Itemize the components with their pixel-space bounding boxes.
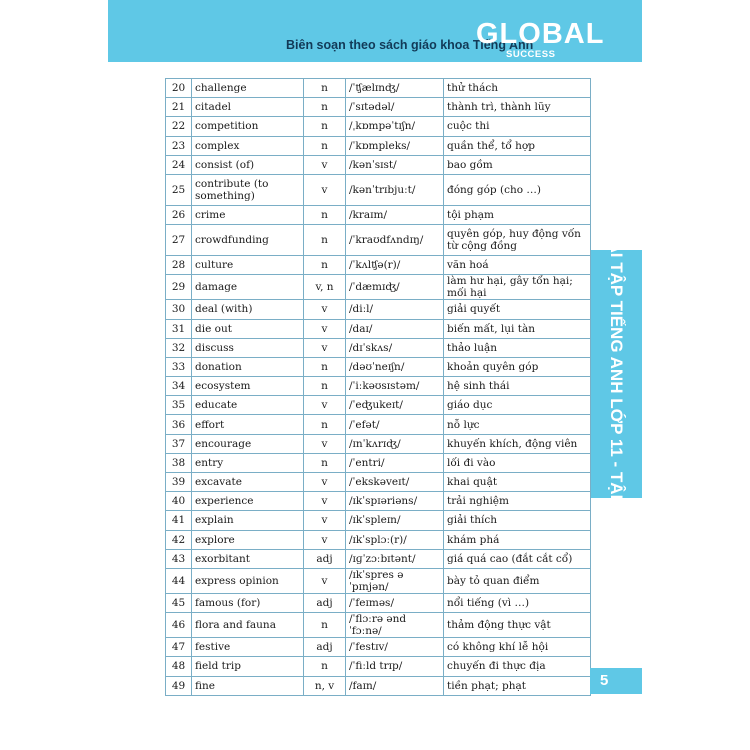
row-word: competition [192, 117, 304, 136]
row-pronunciation: /diːl/ [346, 300, 444, 319]
row-pronunciation: /ˌkɒmpəˈtɪʃn/ [346, 117, 444, 136]
row-part-of-speech: v [304, 511, 346, 530]
table-row [166, 155, 591, 174]
row-meaning: thảm động thực vật [444, 613, 591, 638]
table-row [166, 256, 591, 275]
row-number: 37 [166, 434, 192, 453]
row-number: 40 [166, 492, 192, 511]
row-meaning: tội phạm [444, 205, 591, 224]
row-meaning: có không khí lễ hội [444, 638, 591, 657]
row-part-of-speech: n [304, 357, 346, 376]
row-number: 38 [166, 453, 192, 472]
row-part-of-speech: v [304, 338, 346, 357]
table-row [166, 568, 591, 593]
row-pronunciation: /ˈflɔːrə ənd ˈfɔːnə/ [346, 613, 444, 638]
row-word: festive [192, 638, 304, 657]
table-row [166, 676, 591, 695]
table-row [166, 593, 591, 612]
row-pronunciation: /ˈfiːld trɪp/ [346, 657, 444, 676]
table-row [166, 300, 591, 319]
row-number: 41 [166, 511, 192, 530]
row-number: 44 [166, 568, 192, 593]
row-pronunciation: /kraɪm/ [346, 205, 444, 224]
row-number: 26 [166, 205, 192, 224]
row-meaning: biến mất, lụi tàn [444, 319, 591, 338]
row-meaning: giá quá cao (đắt cắt cổ) [444, 549, 591, 568]
page-number-badge [590, 668, 642, 694]
row-pronunciation: /ˈdæmɪʤ/ [346, 275, 444, 300]
row-pronunciation: /dəʊˈneɪʃn/ [346, 357, 444, 376]
table-row [166, 117, 591, 136]
row-word: discuss [192, 338, 304, 357]
row-meaning: giải thích [444, 511, 591, 530]
row-part-of-speech: n [304, 79, 346, 98]
row-word: famous (for) [192, 593, 304, 612]
row-number: 31 [166, 319, 192, 338]
row-part-of-speech: n [304, 205, 346, 224]
table-row [166, 396, 591, 415]
row-number: 48 [166, 657, 192, 676]
row-meaning: chuyến đi thực địa [444, 657, 591, 676]
row-word: challenge [192, 79, 304, 98]
row-number: 22 [166, 117, 192, 136]
table-row [166, 473, 591, 492]
row-meaning: cuộc thi [444, 117, 591, 136]
row-word: culture [192, 256, 304, 275]
table-row [166, 98, 591, 117]
brand-logo: GLOBAL [476, 18, 605, 50]
header-band [108, 0, 642, 62]
row-number: 49 [166, 676, 192, 695]
row-pronunciation: /daɪ/ [346, 319, 444, 338]
row-meaning: thử thách [444, 79, 591, 98]
row-pronunciation: /dɪˈskʌs/ [346, 338, 444, 357]
row-part-of-speech: adj [304, 593, 346, 612]
row-pronunciation: /ˈiːkəʊsɪstəm/ [346, 377, 444, 396]
row-part-of-speech: adj [304, 549, 346, 568]
row-meaning: quyên góp, huy động vốn từ cộng đồng [444, 225, 591, 256]
table-row [166, 415, 591, 434]
row-pronunciation: /faɪn/ [346, 676, 444, 695]
row-word: field trip [192, 657, 304, 676]
row-word: crowdfunding [192, 225, 304, 256]
table-row [166, 79, 591, 98]
table-row [166, 657, 591, 676]
row-word: educate [192, 396, 304, 415]
row-part-of-speech: n [304, 415, 346, 434]
row-number: 25 [166, 174, 192, 205]
row-meaning: đóng góp (cho …) [444, 174, 591, 205]
row-part-of-speech: v [304, 492, 346, 511]
row-word: fine [192, 676, 304, 695]
row-word: donation [192, 357, 304, 376]
row-word: explore [192, 530, 304, 549]
book-title-text: BÀI TẬP TIẾNG ANH LỚP 11 - TẬP 2 [607, 228, 626, 520]
row-part-of-speech: n [304, 657, 346, 676]
row-word: entry [192, 453, 304, 472]
row-meaning: lối đi vào [444, 453, 591, 472]
row-pronunciation: /ɪkˈsplɔː(r)/ [346, 530, 444, 549]
row-number: 45 [166, 593, 192, 612]
row-number: 46 [166, 613, 192, 638]
row-word: explain [192, 511, 304, 530]
row-part-of-speech: v [304, 568, 346, 593]
row-part-of-speech: n [304, 613, 346, 638]
row-part-of-speech: adj [304, 638, 346, 657]
row-pronunciation: /ˈkɒmpleks/ [346, 136, 444, 155]
row-pronunciation: /ˈʧælɪnʤ/ [346, 79, 444, 98]
row-part-of-speech: v [304, 530, 346, 549]
table-row [166, 511, 591, 530]
row-part-of-speech: v [304, 319, 346, 338]
row-meaning: giáo dục [444, 396, 591, 415]
row-meaning: thảo luận [444, 338, 591, 357]
row-meaning: làm hư hại, gây tổn hại; mối hại [444, 275, 591, 300]
row-word: crime [192, 205, 304, 224]
row-pronunciation: /ˈentri/ [346, 453, 444, 472]
row-part-of-speech: v [304, 434, 346, 453]
row-number: 30 [166, 300, 192, 319]
row-word: encourage [192, 434, 304, 453]
row-pronunciation: /ˈfeɪməs/ [346, 593, 444, 612]
row-part-of-speech: n, v [304, 676, 346, 695]
row-pronunciation: /ɪkˈspres əˈpɪnjən/ [346, 568, 444, 593]
row-number: 42 [166, 530, 192, 549]
table-row [166, 492, 591, 511]
row-part-of-speech: v [304, 155, 346, 174]
row-pronunciation: /ˈkraʊdfʌndɪŋ/ [346, 225, 444, 256]
row-meaning: nỗ lực [444, 415, 591, 434]
row-word: flora and fauna [192, 613, 304, 638]
row-meaning: bày tỏ quan điểm [444, 568, 591, 593]
table-row [166, 549, 591, 568]
row-part-of-speech: n [304, 117, 346, 136]
row-part-of-speech: n [304, 225, 346, 256]
table-row [166, 453, 591, 472]
row-number: 43 [166, 549, 192, 568]
row-meaning: khai quật [444, 473, 591, 492]
row-meaning: nổi tiếng (vì …) [444, 593, 591, 612]
row-pronunciation: /ɪɡˈzɔːbɪtənt/ [346, 549, 444, 568]
row-part-of-speech: v [304, 396, 346, 415]
row-word: effort [192, 415, 304, 434]
row-part-of-speech: v [304, 473, 346, 492]
row-word: consist (of) [192, 155, 304, 174]
row-pronunciation: /ˈekskəveɪt/ [346, 473, 444, 492]
row-number: 20 [166, 79, 192, 98]
row-meaning: bao gồm [444, 155, 591, 174]
row-pronunciation: /ɪkˈspleɪn/ [346, 511, 444, 530]
table-row [166, 225, 591, 256]
row-word: excavate [192, 473, 304, 492]
row-pronunciation: /ˈefət/ [346, 415, 444, 434]
row-pronunciation: /ˈkʌlʧə(r)/ [346, 256, 444, 275]
book-title-tab [590, 228, 642, 520]
row-meaning: trải nghiệm [444, 492, 591, 511]
row-meaning: giải quyết [444, 300, 591, 319]
row-meaning: khuyến khích, động viên [444, 434, 591, 453]
row-meaning: quần thể, tổ hợp [444, 136, 591, 155]
row-number: 39 [166, 473, 192, 492]
brand-logo-sub: SUCCESS [506, 49, 556, 60]
table-row [166, 377, 591, 396]
row-number: 24 [166, 155, 192, 174]
row-word: exorbitant [192, 549, 304, 568]
row-pronunciation: /ˈsɪtədəl/ [346, 98, 444, 117]
table-row [166, 136, 591, 155]
row-number: 34 [166, 377, 192, 396]
row-number: 33 [166, 357, 192, 376]
row-number: 47 [166, 638, 192, 657]
row-part-of-speech: v [304, 300, 346, 319]
table-row [166, 174, 591, 205]
vocabulary-table [165, 78, 591, 696]
row-number: 36 [166, 415, 192, 434]
row-word: contribute (to something) [192, 174, 304, 205]
row-number: 28 [166, 256, 192, 275]
table-row [166, 338, 591, 357]
row-word: citadel [192, 98, 304, 117]
table-row [166, 434, 591, 453]
row-part-of-speech: n [304, 98, 346, 117]
row-meaning: thành trì, thành lũy [444, 98, 591, 117]
row-meaning: hệ sinh thái [444, 377, 591, 396]
row-number: 35 [166, 396, 192, 415]
table-row [166, 357, 591, 376]
row-word: deal (with) [192, 300, 304, 319]
row-pronunciation: /ˈfestɪv/ [346, 638, 444, 657]
table-row [166, 530, 591, 549]
row-word: complex [192, 136, 304, 155]
row-meaning: tiền phạt; phạt [444, 676, 591, 695]
row-pronunciation: /kənˈtrɪbjuːt/ [346, 174, 444, 205]
header-subtitle: Biên soạn theo sách giáo khoa Tiếng Anh [286, 38, 534, 52]
row-pronunciation: /kənˈsɪst/ [346, 155, 444, 174]
page-number: 5 [600, 672, 609, 689]
row-word: die out [192, 319, 304, 338]
row-part-of-speech: n [304, 256, 346, 275]
row-word: ecosystem [192, 377, 304, 396]
row-pronunciation: /ˈeʤukeɪt/ [346, 396, 444, 415]
row-number: 32 [166, 338, 192, 357]
table-row [166, 275, 591, 300]
row-pronunciation: /ɪkˈspɪəriəns/ [346, 492, 444, 511]
row-word: damage [192, 275, 304, 300]
row-number: 21 [166, 98, 192, 117]
row-part-of-speech: v, n [304, 275, 346, 300]
row-meaning: văn hoá [444, 256, 591, 275]
row-number: 27 [166, 225, 192, 256]
row-meaning: khám phá [444, 530, 591, 549]
row-part-of-speech: n [304, 136, 346, 155]
table-row [166, 319, 591, 338]
row-pronunciation: /ɪnˈkʌrɪʤ/ [346, 434, 444, 453]
row-part-of-speech: n [304, 453, 346, 472]
row-word: express opinion [192, 568, 304, 593]
table-row [166, 613, 591, 638]
row-number: 29 [166, 275, 192, 300]
table-row [166, 205, 591, 224]
table-row [166, 638, 591, 657]
row-part-of-speech: n [304, 377, 346, 396]
row-part-of-speech: v [304, 174, 346, 205]
row-number: 23 [166, 136, 192, 155]
row-word: experience [192, 492, 304, 511]
row-meaning: khoản quyên góp [444, 357, 591, 376]
